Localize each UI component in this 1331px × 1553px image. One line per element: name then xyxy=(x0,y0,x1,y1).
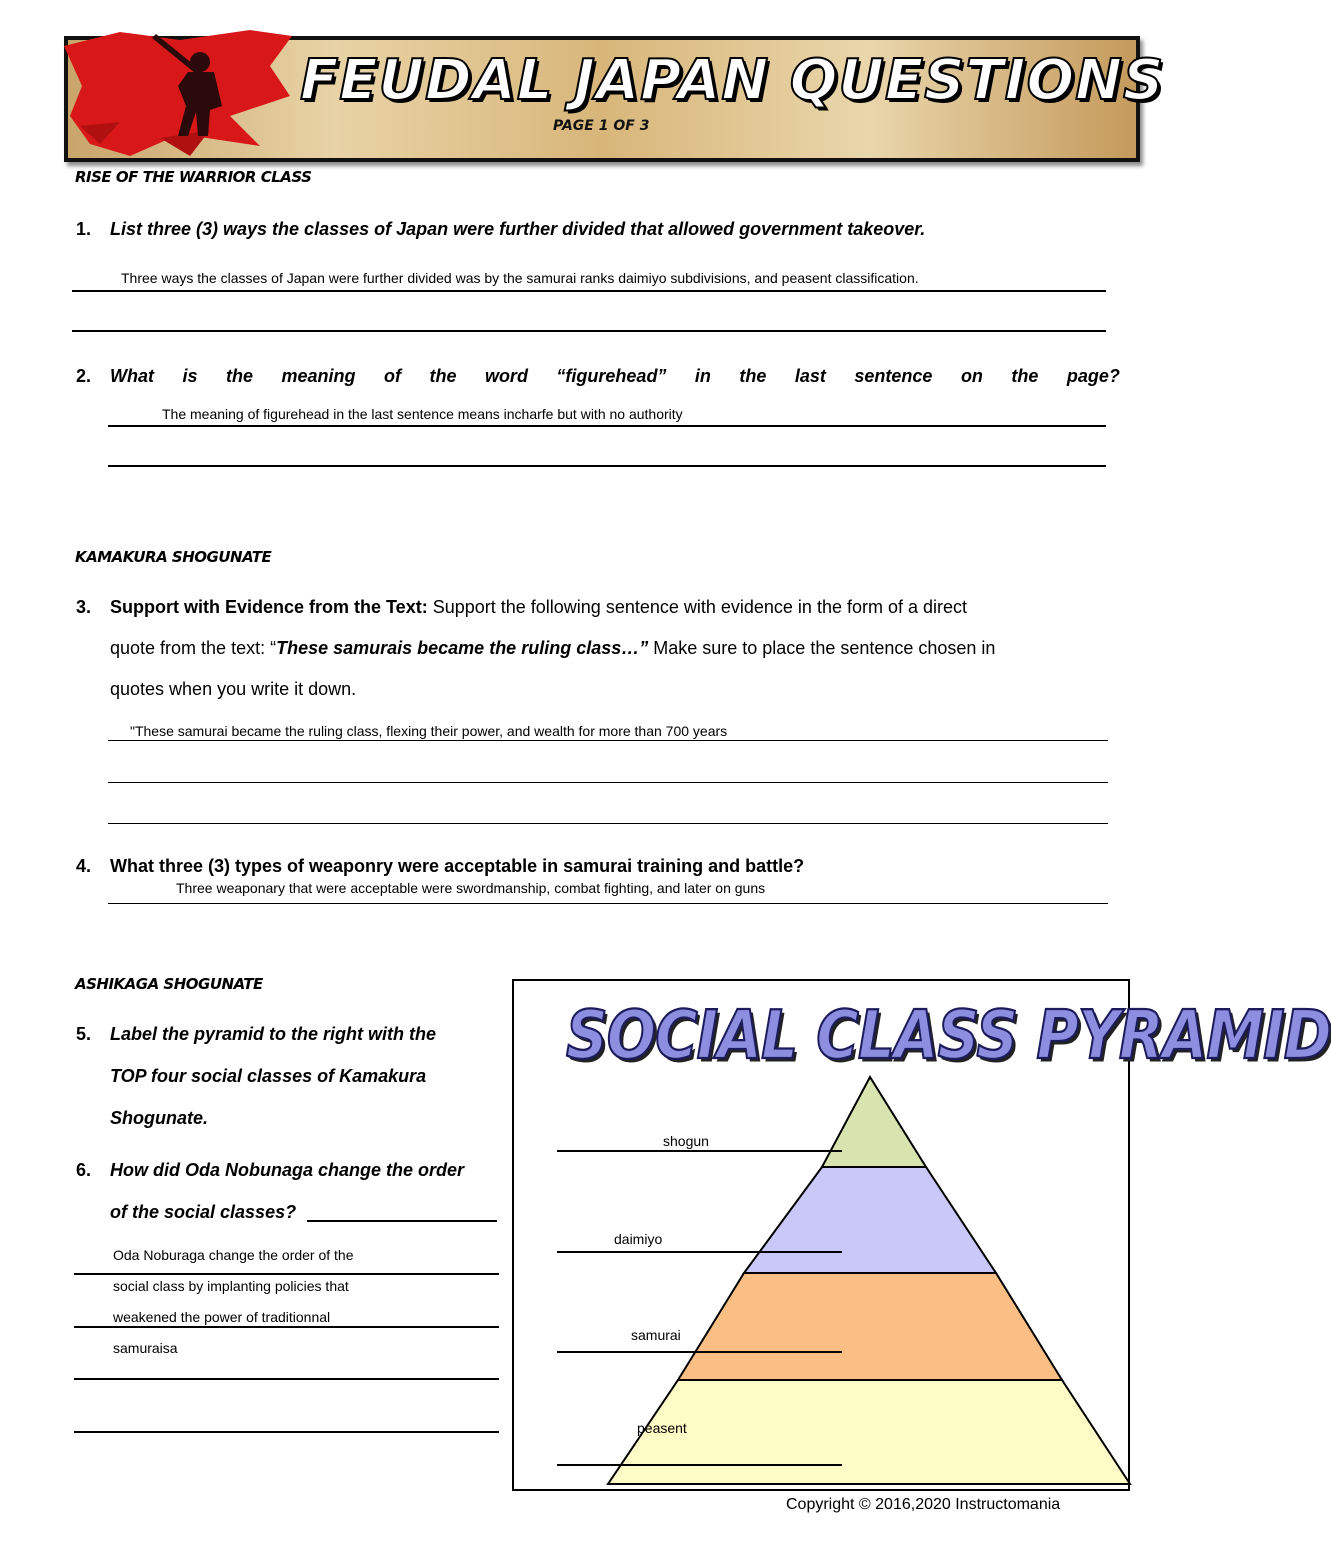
pyramid-title: SOCIAL CLASS PYRAMID xyxy=(566,996,1331,1075)
pyramid-label-shogun[interactable]: shogun xyxy=(663,1133,709,1149)
question-word: last xyxy=(794,366,826,386)
question-3-part: Make sure to place the sentence chosen in xyxy=(648,638,996,658)
question-3-part: quote from the text: “ xyxy=(110,638,277,658)
copyright-text: Copyright © 2016,2020 Instructomania xyxy=(786,1496,1061,1513)
answer-6-line[interactable]: Oda Noburaga change the order of the xyxy=(113,1247,354,1263)
question-word: is xyxy=(182,366,198,386)
answer-4[interactable]: Three weaponary that were acceptable were swordmanship, combat fighting, and later on guns xyxy=(176,880,766,896)
question-6-line: How did Oda Nobunaga change the order xyxy=(110,1160,465,1180)
question-word: meaning xyxy=(281,366,356,386)
question-1-text: List three (3) ways the classes of Japan were further divided that allowed government takeover. xyxy=(110,219,926,239)
section-heading: RISE OF THE WARRIOR CLASS xyxy=(75,168,312,186)
question-number: 2. xyxy=(76,366,92,386)
question-word: on xyxy=(960,366,983,386)
pyramid-tier-daimiyo xyxy=(744,1167,996,1273)
page-title: FEUDAL JAPAN QUESTIONS xyxy=(300,48,1165,113)
answer-line xyxy=(72,330,1106,332)
pyramid-label-peasent[interactable]: peasent xyxy=(637,1420,687,1436)
answer-line xyxy=(74,1273,499,1275)
answer-line xyxy=(307,1220,497,1222)
question-number: 1. xyxy=(76,219,92,239)
pyramid-label-daimiyo[interactable]: daimiyo xyxy=(614,1231,663,1247)
question-4-text: What three (3) types of weaponry were acceptable in samurai training and battle? xyxy=(110,856,805,876)
answer-6-line[interactable]: samuraisa xyxy=(113,1340,178,1356)
answer-1[interactable]: Three ways the classes of Japan were further divided was by the samurai ranks daimiyo subdivisions, and peasent classification. xyxy=(121,270,919,286)
question-3-label: Support with Evidence from the Text: xyxy=(110,597,428,617)
answer-line xyxy=(108,425,1106,427)
samurai-splash-icon xyxy=(60,26,300,152)
question-number: 5. xyxy=(76,1024,92,1044)
section-heading: ASHIKAGA SHOGUNATE xyxy=(75,975,263,993)
question-word: the xyxy=(225,366,253,386)
answer-line xyxy=(72,290,1106,292)
answer-line xyxy=(108,823,1108,824)
question-word: What xyxy=(110,366,154,386)
answer-2[interactable]: The meaning of figurehead in the last sentence means incharfe but with no authority xyxy=(162,406,683,422)
question-3-text xyxy=(110,587,1110,710)
answer-line xyxy=(108,465,1106,467)
question-word: word xyxy=(484,366,528,386)
page-subtitle: PAGE 1 OF 3 xyxy=(553,118,650,134)
question-number: 3. xyxy=(76,597,92,617)
answer-6-line[interactable]: social class by implanting policies that xyxy=(113,1278,349,1294)
pyramid-label-samurai[interactable]: samurai xyxy=(631,1327,681,1343)
answer-line xyxy=(108,782,1108,783)
pyramid-tier-samurai xyxy=(678,1273,1062,1380)
question-3-part: Support the following sentence with evidence in the form of a direct xyxy=(427,597,968,617)
question-3-quote: These samurais became the ruling class…” xyxy=(276,638,649,658)
pyramid-tier-shogun xyxy=(822,1077,926,1167)
answer-line xyxy=(74,1431,499,1433)
question-word: sentence xyxy=(854,366,933,386)
question-6-line: of the social classes? xyxy=(110,1202,297,1222)
question-word: page? xyxy=(1066,366,1120,386)
answer-line xyxy=(74,1326,499,1328)
question-word: the xyxy=(739,366,767,386)
answer-line xyxy=(108,903,1108,904)
answer-line xyxy=(74,1378,499,1380)
question-5-text xyxy=(110,1013,436,1139)
question-2-text xyxy=(110,366,1120,387)
question-word: the xyxy=(429,366,457,386)
answer-6-line[interactable]: weakened the power of traditionnal xyxy=(113,1309,331,1325)
pyramid-diagram xyxy=(512,979,1130,1491)
answer-line xyxy=(108,740,1108,741)
question-word: “figurehead” xyxy=(556,366,667,386)
question-number: 6. xyxy=(76,1160,92,1180)
question-3-part: quotes when you write it down. xyxy=(110,679,357,699)
question-word: the xyxy=(1011,366,1039,386)
section-heading: KAMAKURA SHOGUNATE xyxy=(75,548,272,566)
question-word: of xyxy=(383,366,401,386)
question-5-line: Label the pyramid to the right with the xyxy=(110,1024,437,1044)
question-word: in xyxy=(694,366,711,386)
question-5-line: TOP four social classes of Kamakura xyxy=(110,1066,427,1086)
question-5-line: Shogunate. xyxy=(110,1108,208,1128)
answer-3[interactable]: "These samurai became the ruling class, flexing their power, and wealth for more than 700 years xyxy=(130,723,728,739)
question-number: 4. xyxy=(76,856,92,876)
